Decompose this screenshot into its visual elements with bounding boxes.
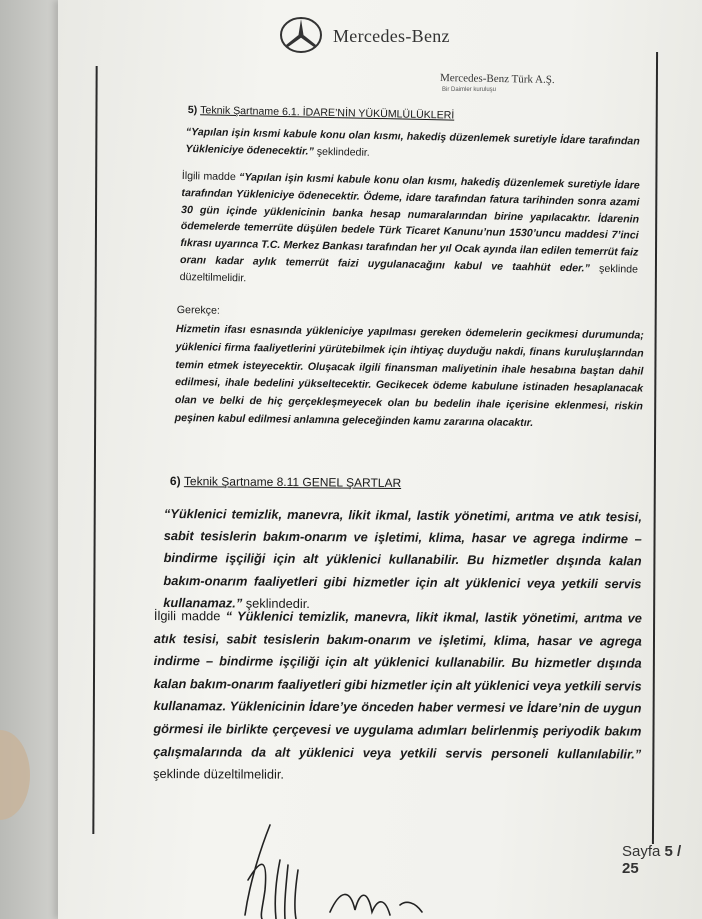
- section5-proposal: “Yapılan işin kısmi kabule konu olan kısmı, hakediş düzenlemek suretiyle İdare tarafından Yükleniciye ödenecektir. Ödeme, idare tarafından fatura tarihinden sonra azami 30 gün içinde yüklenicinin banka hesap numaralarından birine yapılacaktır. İdarenin ödemelerde temerrüte düşülen bedele Türk Ticaret Kanunu’nun 1530’uncu maddesi 7’inci fıkrası uyarınca T.C. Merkez Bankası tarafından her yıl Ocak ayında ilan edilen temerrüt faiz oranı kadar aylık temerrüt faizi uygulanacağını kabul ve taahhüt eder.”: [179, 171, 640, 275]
- section5-reason-label: Gerekçe:: [176, 303, 220, 317]
- brand-name: Mercedes-Benz: [333, 26, 450, 46]
- section6-quote: “Yüklenici temizlik, manevra, likit ikmal, lastik yönetimi, arıtma ve atık tesisi, sabit tesislerin bakım-onarım ve işletimi, klima, hasar ve agrega indirme – bindirme işçiliği için alt yüklenici kullanabilir. Bu hizmetler dışında kalan bakım-onarım faaliyetleri gibi hizmetler için alt yüklenici veya yetkili servis kullanamaz.”: [163, 505, 642, 611]
- page-label: Sayfa: [622, 843, 665, 860]
- page-current: 5: [664, 843, 673, 860]
- section5-proposal-suffix: şeklinde düzeltilmelidir.: [179, 262, 639, 285]
- section5-quote-suffix: şeklindedir.: [313, 145, 370, 159]
- section5-title: Teknik Şartname 6.1. İDARE’NİN YÜKÜMLÜLÜKLERİ: [200, 104, 455, 122]
- section6-proposal-prefix: İlgili madde: [153, 607, 226, 624]
- section5-proposal-paragraph: [180, 168, 640, 295]
- section6-quote-paragraph: [163, 503, 642, 617]
- page-number: [622, 843, 702, 877]
- signature: [210, 820, 470, 919]
- section5-quote: “Yapılan işin kısmi kabule konu olan kısmı, hakediş düzenlemek suretiyle İdare tarafından Yükleniciye ödenecektir.”: [185, 125, 640, 158]
- section6-proposal-suffix: şeklinde düzeltilmelidir.: [153, 766, 285, 782]
- company-name: Mercedes-Benz Türk A.Ş.: [439, 72, 555, 86]
- section6-title: Teknik Şartname 8.11 GENEL ŞARTLAR: [183, 474, 402, 491]
- page-total: 25: [622, 860, 639, 877]
- mercedes-star-icon: [278, 16, 324, 54]
- page-separator: /: [672, 843, 682, 860]
- section5-proposal-prefix: İlgili madde: [181, 169, 240, 184]
- section6-number: 6): [169, 474, 181, 489]
- section6-proposal: “ Yüklenici temizlik, manevra, likit ikmal, lastik yönetimi, arıtma ve atık tesisi, sabit tesislerin bakım-onarım ve işletimi, klima, hasar ve agrega indirme – bindirme işçiliği için alt yüklenici kullanabilir. Bu hizmetler dışında kalan bakım-onarım faaliyetleri gibi hizmetler için alt yüklenici veya yetkili servis kullanamaz. Yüklenicinin İdare’ye önceden haber vermesi ve İdare’nin de uygun görmesi ile birlikte çerçevesi ve uygulama adımları belirlenmiş periyodik bakım çalışmalarında da alt yüklenici veya yetkili servis personeli kullanılabilir.”: [153, 608, 642, 762]
- section6-heading: [170, 474, 401, 490]
- section5-number: 5): [187, 103, 198, 117]
- section6-proposal-paragraph: [153, 605, 642, 788]
- company-subtitle: Bir Daimler kuruluşu: [442, 87, 497, 93]
- section5-reason: Hizmetin ifası esnasında yükleniciye yapılması gereken ödemelerin gecikmesi durumunda; yüklenici firma faaliyetlerini yürütebilmek için ihtiyaç duyduğu nakdi, finans kuruluşlarından temin etmek isteyecektir. Oluşacak ilgili finansman maliyetinin ihale hesabına baştan dahil edilmesi, ihale bedelini yükseltecektir. Gecikecek ödeme kabulune istinaden hesaplanacak olan ve belki de hiç gerçekleşmeyecek olan bu bedelin ihale içerisine eklenmesi, riskin peşinen kabul edilmesi anlamına geleceğinden kamu zararına olacaktır.: [174, 322, 644, 429]
- section6-quote-suffix: şeklindedir.: [242, 595, 310, 611]
